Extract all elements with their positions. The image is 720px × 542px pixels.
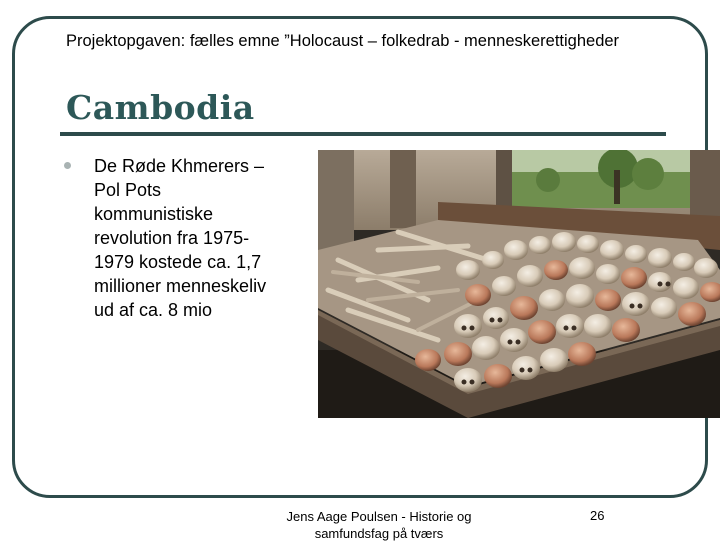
skulls-photo xyxy=(318,150,720,418)
bullet-point-icon xyxy=(64,162,71,169)
slide-title: Cambodia xyxy=(66,88,255,127)
page-number: 26 xyxy=(590,508,605,523)
title-underline xyxy=(60,132,666,136)
footer-author: Jens Aage Poulsen - Historie og samfundsfag på tværs xyxy=(286,509,472,541)
bullet-text: De Røde Khmerers – Pol Pots kommunistiske revolution fra 1975- 1979 kostede ca. 1,7 millioner menneskeliv ud af ca. 8 mio xyxy=(94,156,267,320)
slide-header: Projektopgaven: fælles emne ”Holocaust – folkedrab - menneskerettigheder xyxy=(66,32,620,50)
